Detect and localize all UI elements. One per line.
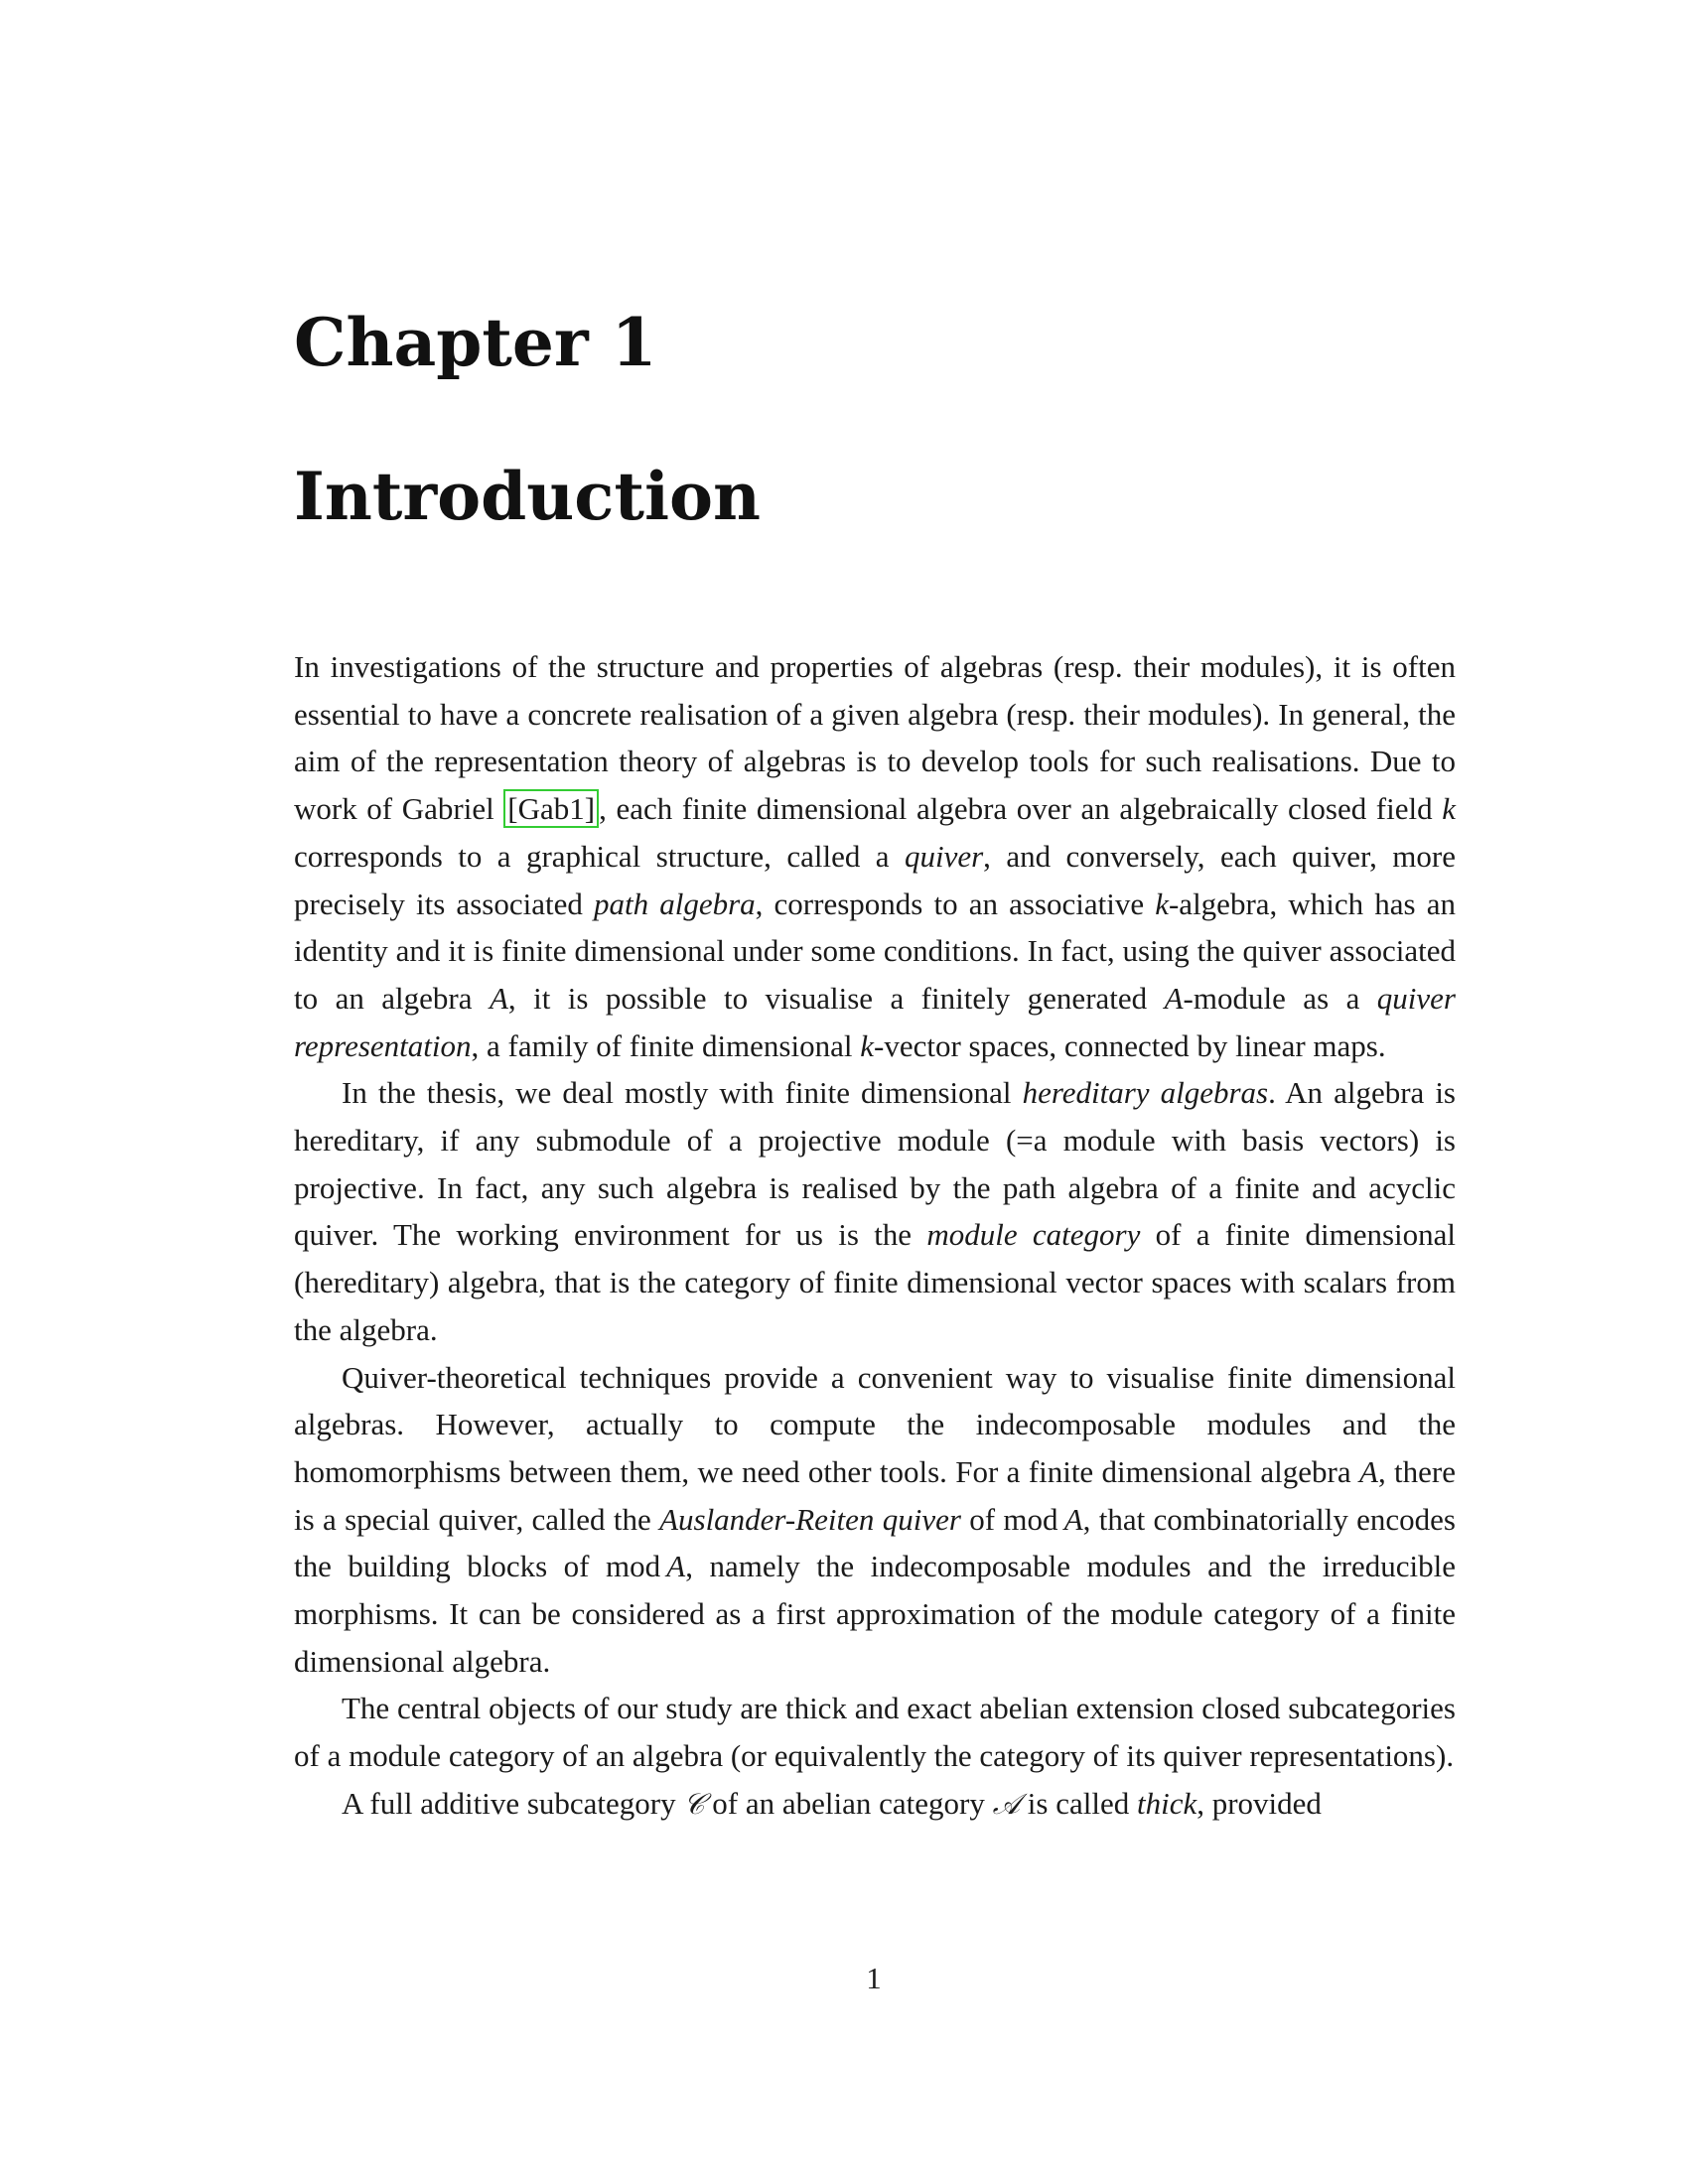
chapter-label: Chapter 1 [294, 304, 657, 381]
text-run: In investigations of the structure and properties of algebras (resp. their modules), it is often essential to have a concrete realisation of a given algebra (resp. their modules). In general, the aim of the representation theory of algebras is to develop tools for such realisations. Due to work of Gabriel [294, 649, 1456, 827]
paragraph-1 [294, 643, 1456, 1069]
text-run: , that combinatorially encodes the building blocks of mod [294, 1501, 1456, 1584]
text-run: , and conversely, each quiver, more precisely its associated [294, 838, 1456, 921]
text-run: . An algebra is hereditary, if any submodule of a projective module (=a module with basis vectors) is projective. In fact, any such algebra is realised by the path algebra of a finite and acyclic quiver. The working environment for us is the [294, 1075, 1456, 1253]
text-run: , a family of finite dimensional [471, 1027, 861, 1063]
text-run: corresponds to a graphical structure, called a [294, 838, 905, 874]
text-run: -module as a [1183, 980, 1377, 1016]
math-A: A [666, 1549, 686, 1584]
math-A: A [1063, 1501, 1083, 1537]
text-run: A full additive subcategory [342, 1785, 684, 1821]
text-run: In the thesis, we deal mostly with finite dimensional [342, 1075, 1023, 1111]
body-text [294, 643, 1456, 1829]
math-A: A [1359, 1453, 1378, 1489]
text-run: The central objects of our study are thick and exact abelian extension closed subcategories of a module category of an algebra (or equivalently the category of its quiver representations). [294, 1691, 1456, 1774]
term-auslander-reiten-quiver: Auslander-Reiten quiver [659, 1501, 961, 1537]
text-run: -algebra, which has an identity and it is finite dimensional under some conditions. In fact, using the quiver associated to an algebra [294, 886, 1456, 1016]
text-run: of mod [960, 1501, 1064, 1537]
text-run: , each finite dimensional algebra over an algebraically closed field [599, 791, 1443, 827]
term-hereditary-algebras: hereditary algebras [1022, 1075, 1269, 1111]
text-run: , there is a special quiver, called the [294, 1453, 1456, 1537]
math-k: k [1442, 791, 1456, 827]
text-run: -vector spaces, connected by linear maps. [874, 1027, 1386, 1063]
text-run: , namely the indecomposable modules and the irreducible morphisms. It can be considered as a first approximation of the module category of a finite dimensional algebra. [294, 1549, 1456, 1679]
text-run: of an abelian category [704, 1785, 993, 1821]
paragraph-3 [294, 1354, 1456, 1686]
text-run: , provided [1196, 1785, 1322, 1821]
math-calligraphic-A: 𝒜 [992, 1786, 1021, 1821]
paragraph-4 [294, 1685, 1456, 1779]
math-calligraphic-C: 𝒞 [683, 1786, 705, 1821]
chapter-title: Introduction [294, 458, 762, 535]
citation-link-gab1[interactable]: [Gab1] [503, 789, 599, 828]
term-thick: thick [1136, 1785, 1197, 1821]
term-module-category: module category [926, 1217, 1141, 1253]
math-k: k [860, 1027, 874, 1063]
math-A: A [1164, 980, 1184, 1016]
page-number: 1 [866, 1961, 882, 1995]
text-run: is called [1020, 1785, 1137, 1821]
paragraph-5 [294, 1780, 1456, 1829]
paragraph-2 [294, 1069, 1456, 1353]
term-quiver: quiver [904, 838, 984, 874]
math-k: k [1155, 886, 1169, 921]
text-run: , corresponds to an associative [755, 886, 1156, 921]
math-A: A [489, 980, 508, 1016]
text-run: , it is possible to visualise a finitely generated [507, 980, 1165, 1016]
text-run: Quiver-theoretical techniques provide a convenient way to visualise finite dimensional algebras. However, actually to compute the indecomposable modules and the homomorphisms between them, we need other tools. For a finite dimensional algebra [294, 1359, 1456, 1489]
term-quiver-representation: quiver representation [294, 980, 1456, 1063]
text-run: of a finite dimensional (hereditary) algebra, that is the category of finite dimensional vector spaces with scalars from the algebra. [294, 1217, 1457, 1347]
term-path-algebra: path algebra [593, 886, 756, 921]
